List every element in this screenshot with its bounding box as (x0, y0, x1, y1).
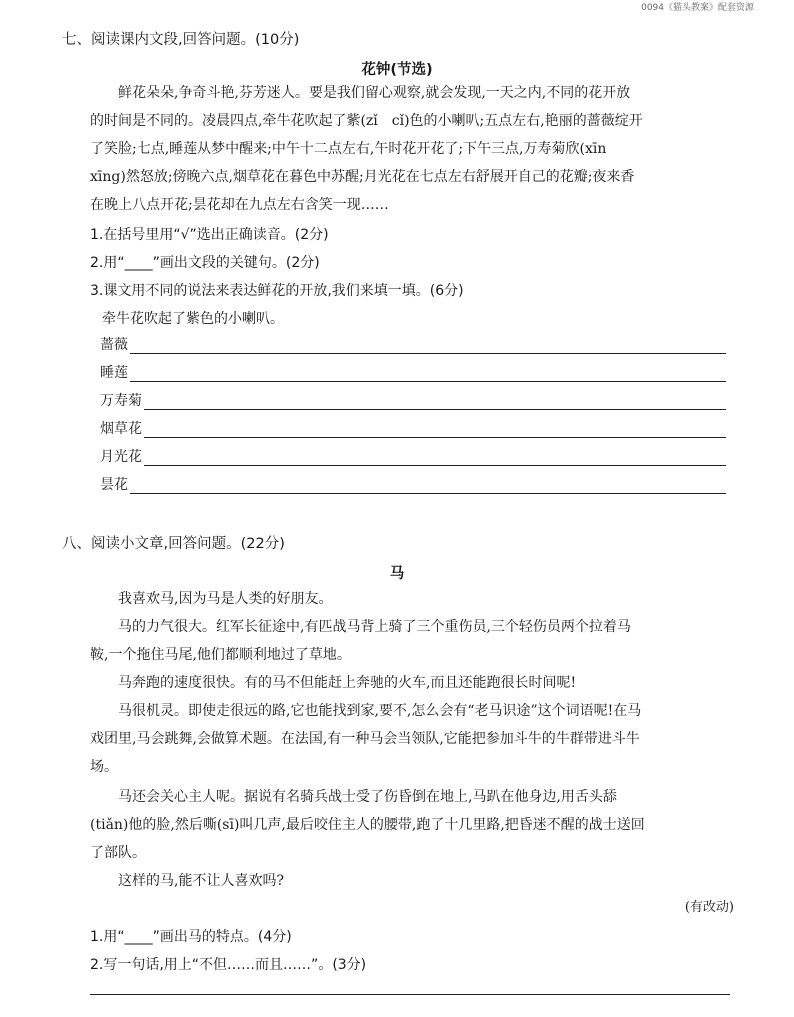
horse-para-6: 这样的马,能不让人喜欢吗? (118, 873, 284, 889)
answer-blank[interactable] (130, 339, 726, 354)
s7-question-3: 3.课文用不同的说法来表达鲜花的开放,我们来填一填。(6分) (90, 283, 464, 299)
horse-para-5-line-3: 了部队。 (90, 845, 146, 861)
section8-heading: 八、阅读小文章,回答问题。(22分) (62, 536, 285, 552)
horse-para-5-line-1: 马还会关心主人呢。据说有名骑兵战士受了伤昏倒在地上,马趴在他身边,用舌头舔 (118, 789, 617, 805)
s8-question-1: 1.用“____”画出马的特点。(4分) (90, 929, 292, 945)
fill-label: 睡莲 (100, 365, 128, 381)
answer-blank[interactable] (144, 423, 726, 438)
s7-question-2: 2.用“____”画出文段的关键句。(2分) (90, 255, 320, 271)
fill-row-yancaohua[interactable] (100, 418, 726, 438)
horse-para-1: 我喜欢马,因为马是人类的好朋友。 (118, 591, 333, 607)
horse-para-4-line-2: 戏团里,马会跳舞,会做算术题。在法国,有一种马会当领队,它能把参加斗牛的牛群带进斗牛 (90, 731, 640, 747)
fill-row-qiangwei[interactable] (100, 334, 726, 354)
s7-example-sentence: 牵牛花吹起了紫色的小喇叭。 (102, 311, 284, 327)
s8-question-2: 2.写一句话,用上“不但……而且……”。(3分) (90, 957, 367, 973)
fill-label: 昙花 (100, 477, 128, 493)
passage-line-1: 鲜花朵朵,争奇斗艳,芬芳迷人。要是我们留心观察,就会发现,一天之内,不同的花开放 (118, 85, 631, 101)
answer-blank[interactable] (130, 367, 726, 382)
passage-line-5: 在晚上八点开花;昙花却在九点左右含笑一现…… (90, 197, 389, 213)
answer-blank[interactable] (144, 451, 726, 466)
section7-title: 花钟(节选) (361, 62, 433, 78)
fill-row-shuilian[interactable] (100, 362, 726, 382)
section8-title: 马 (389, 566, 405, 582)
fill-label: 万寿菊 (100, 393, 142, 409)
passage-line-2: 的时间是不同的。凌晨四点,牵牛花吹起了紫(zǐ cǐ)色的小喇叭;五点左右,艳丽的蔷薇绽开 (90, 113, 643, 129)
section7-heading: 七、阅读课内文段,回答问题。(10分) (62, 32, 300, 48)
horse-para-2-line-1: 马的力气很大。红军长征途中,有匹战马背上骑了三个重伤员,三个轻伤员两个拉着马 (118, 619, 631, 635)
fill-row-wanshouju[interactable] (100, 390, 726, 410)
passage-line-3: 了笑脸;七点,睡莲从梦中醒来;中午十二点左右,午时花开花了;下午三点,万寿菊欣(xīn (90, 141, 607, 157)
adapted-note: (有改动) (684, 900, 734, 915)
horse-para-2-line-2: 鞍,一个拖住马尾,他们都顺利地过了草地。 (90, 647, 351, 663)
fill-label: 蔷薇 (100, 337, 128, 353)
fill-row-tanhua[interactable] (100, 474, 726, 494)
fill-label: 月光花 (100, 449, 142, 465)
answer-blank[interactable] (144, 395, 726, 410)
s8-answer-line[interactable] (90, 994, 730, 995)
passage-line-4: xīng)然怒放;傍晚六点,烟草花在暮色中苏醒;月光花在七点左右舒展开自己的花瓣;夜来香 (90, 169, 635, 185)
horse-para-3: 马奔跑的速度很快。有的马不但能赶上奔驰的火车,而且还能跑很长时间呢! (118, 675, 577, 691)
answer-blank[interactable] (130, 479, 726, 494)
page-header-source: 0094《猫头教案》配套资源 (641, 3, 754, 13)
fill-label: 烟草花 (100, 421, 142, 437)
s7-question-1: 1.在括号里用“√”选出正确读音。(2分) (90, 227, 329, 243)
horse-para-4-line-3: 场。 (90, 759, 118, 775)
horse-para-4-line-1: 马很机灵。即使走很远的路,它也能找到家,要不,怎么会有“老马识途”这个词语呢!在马 (118, 703, 642, 719)
horse-para-5-line-2: (tiǎn)他的脸,然后嘶(sī)叫几声,最后咬住主人的腰带,跑了十几里路,把昏迷不醒的战士送回 (90, 817, 645, 833)
fill-row-yueguanghua[interactable] (100, 446, 726, 466)
